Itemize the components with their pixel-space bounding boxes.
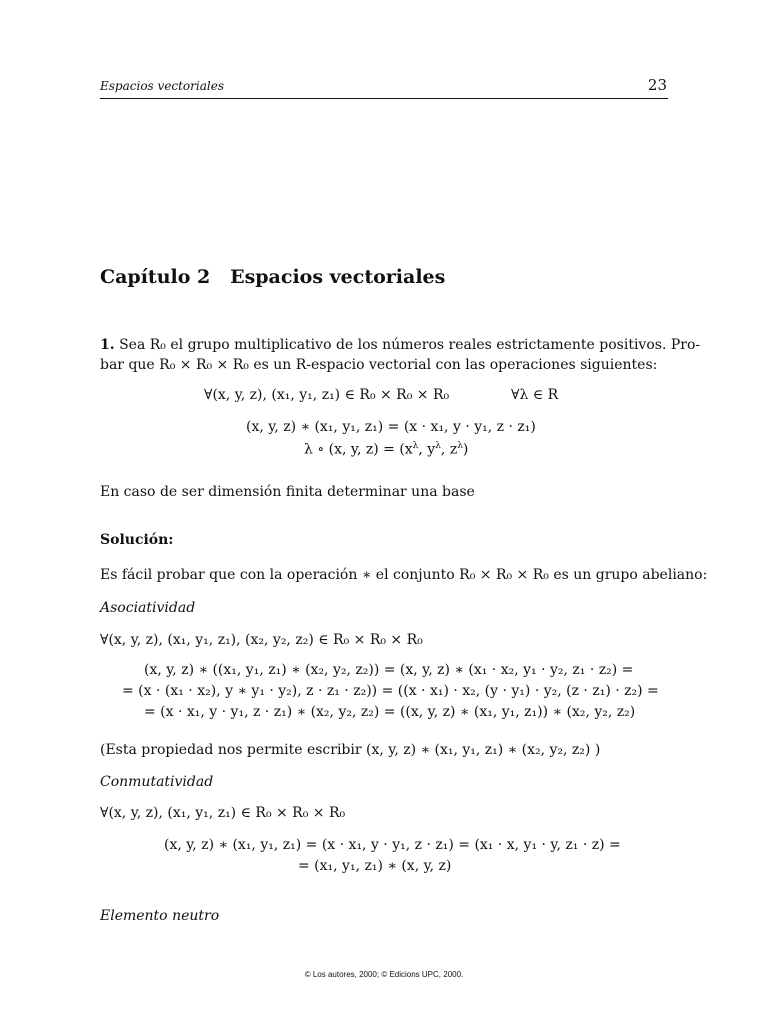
page-number: 23 bbox=[647, 76, 667, 94]
problem-number: 1. bbox=[100, 337, 115, 353]
assoc-eq-line-3: = (x · x₁, y · y₁, z · z₁) ∗ (x₂, y₂, z₂) = ((x, y, z) ∗ (x₁, y₁, z₁)) ∗ (x₂, y₂, z₂) bbox=[144, 704, 636, 720]
neutral-element-heading: Elemento neutro bbox=[100, 908, 220, 924]
problem-closing: En caso de ser dimensión finita determinar una base bbox=[100, 484, 475, 500]
operation-scalar: λ ∘ (x, y, $z) = (x^\lambda$, $y^\lambda$, $z^\lambda$) bbox=[304, 441, 469, 458]
comm-eq-line-2: = (x₁, y₁, z₁) ∗ (x, y, z) bbox=[298, 858, 452, 874]
associativity-quantifier: ∀(x, y, z), (x₁, y₁, z₁), (x₂, y₂, z₂) ∈ R₀ × R₀ × R₀ bbox=[100, 632, 423, 648]
header-rule bbox=[100, 98, 668, 99]
associativity-note: (Esta propiedad nos permite escribir (x, y, z) ∗ (x₁, y₁, z₁) ∗ (x₂, y₂, z₂) ) bbox=[100, 742, 601, 758]
problem-statement bbox=[100, 335, 701, 375]
associativity-heading: Asociatividad bbox=[100, 600, 196, 616]
chapter-title: Capítulo 2 Espacios vectoriales bbox=[100, 266, 446, 288]
operation-sum: (x, y, z) ∗ (x₁, y₁, z₁) = (x · x₁, y · y₁, z · z₁) bbox=[246, 419, 536, 435]
commutativity-heading: Conmutatividad bbox=[100, 774, 214, 790]
problem-text-line1: Sea R₀ el grupo multiplicativo de los números reales estrictamente positivos. Pro- bbox=[119, 337, 701, 353]
solution-heading: Solución: bbox=[100, 532, 174, 548]
quantifier-left: ∀(x, y, z), (x₁, y₁, z₁) ∈ R₀ × R₀ × R₀ bbox=[204, 387, 450, 403]
comm-eq-line-1: (x, y, z) ∗ (x₁, y₁, z₁) = (x · x₁, y · y₁, z · z₁) = (x₁ · x, y₁ · y, z₁ · z) = bbox=[164, 837, 621, 853]
assoc-eq-line-2: = (x · (x₁ · x₂), y ∗ y₁ · y₂), z · z₁ · z₂)) = ((x · x₁) · x₂, (y · y₁) · y₂, (z · z₁) · z₂) = bbox=[122, 683, 659, 699]
associativity-equations bbox=[122, 662, 662, 725]
problem-text-line2: bar que R₀ × R₀ × R₀ es un R-espacio vectorial con las operaciones siguientes: bbox=[100, 357, 658, 373]
copyright-footer: © Los autores, 2000; © Edicions UPC, 2000. bbox=[304, 970, 464, 979]
solution-intro: Es fácil probar que con la operación ∗ el conjunto R₀ × R₀ × R₀ es un grupo abeliano: bbox=[100, 567, 708, 583]
quantifier-right: ∀λ ∈ R bbox=[511, 387, 559, 403]
commutativity-quantifier: ∀(x, y, z), (x₁, y₁, z₁) ∈ R₀ × R₀ × R₀ bbox=[100, 805, 346, 821]
assoc-eq-line-1: (x, y, z) ∗ ((x₁, y₁, z₁) ∗ (x₂, y₂, z₂)) = (x, y, z) ∗ (x₁ · x₂, y₁ · y₂, z₁ · z₂) = bbox=[144, 662, 634, 678]
commutativity-equations bbox=[164, 837, 644, 879]
running-header-title: Espacios vectoriales bbox=[100, 79, 224, 93]
